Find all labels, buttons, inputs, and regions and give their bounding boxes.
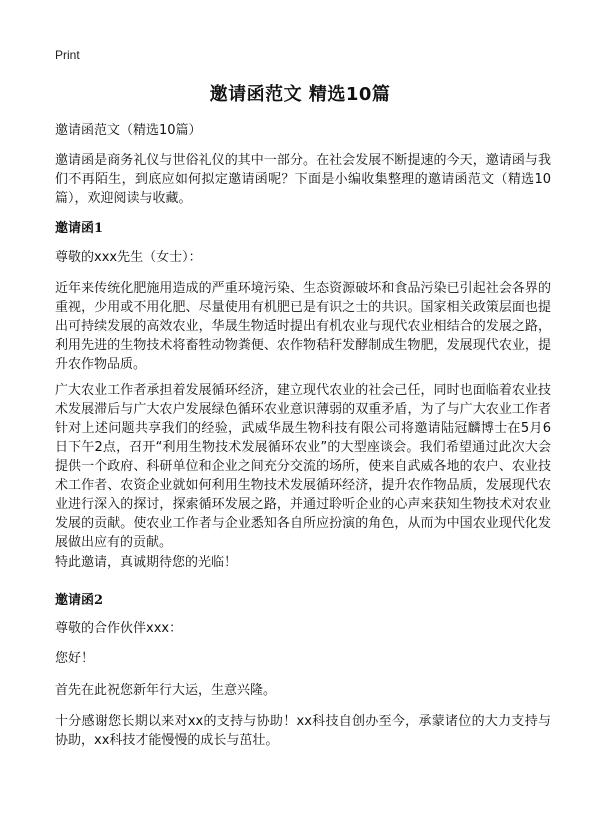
section-heading-2: 邀请函2	[55, 593, 104, 608]
section-heading-1: 邀请函1	[55, 221, 104, 236]
section-2-paragraph-3: 十分感谢您长期以来对xx的支持与协助！xx科技自创办至今，承蒙诸位的大力支持与协助，xx科技才能慢慢的成长与茁壮。	[55, 714, 551, 748]
document-subtitle: 邀请函范文（精选10篇）	[55, 123, 202, 138]
section-1-paragraph-3: 特此邀请，真诚期待您的光临！	[55, 555, 238, 570]
salutation-1: 尊敬的xxx先生（女士）：	[55, 250, 202, 265]
section-1-paragraph-2: 广大农业工作者承担着发展循环经济，建立现代农业的社会己任，同时也面临着农业技术发展滞后与广大农户发展绿色循环农业意识薄弱的双重矛盾，为了与广大农业工作者针对上述问题共享我们的经验，武威华晟生物科技有限公司将邀请陆冠麟博士在5月6日下午2点，召开“利用生物技术发展循环农业”的大型座谈会。我们希望通过此次大会提供一个政府、科研单位和企业之间充分交流的场所，使来自武威各地的农户、农业技术工作者、农资企业就如何利用生物技术发展循环经济，提升农作物品质，发展现代农业进行深入的探讨，探索循环发展之路，并通过聆听企业的心声来获知生物技术对农业发展的贡献。使农业工作者与企业悉知各自所应扮演的角色，从而为中国农业现代化发展做出应有的贡献。	[55, 383, 551, 550]
salutation-2: 尊敬的合作伙伴xxx：	[55, 621, 183, 636]
section-2-paragraph-1: 您好！	[55, 651, 95, 666]
intro-paragraph: 邀请函是商务礼仪与世俗礼仪的其中一部分。在社会发展不断提速的今天，邀请函与我们不再陌生，到底应如何拟定邀请函呢？下面是小编收集整理的邀请函范文（精选10篇），欢迎阅读与收藏。	[55, 153, 551, 206]
section-2-paragraph-2: 首先在此祝您新年行大运，生意兴隆。	[55, 683, 277, 698]
print-label: Print	[55, 48, 80, 62]
document-title: 邀请函范文 精选10篇	[209, 84, 391, 105]
section-1-paragraph-1: 近年来传统化肥施用造成的严重环境污染、生态资源破坏和食品污染已引起社会各界的重视，少用或不用化肥、尽量使用有机肥已是有识之士的共识。国家相关政策层面也提出可持续发展的高效农业，华晟生物适时提出有机农业与现代农业相结合的发展之路，利用先进的生物技术将畜牲动物粪便、农作物秸秆发酵制成生物肥，发展现代农业，提升农作物品质。	[55, 281, 551, 372]
